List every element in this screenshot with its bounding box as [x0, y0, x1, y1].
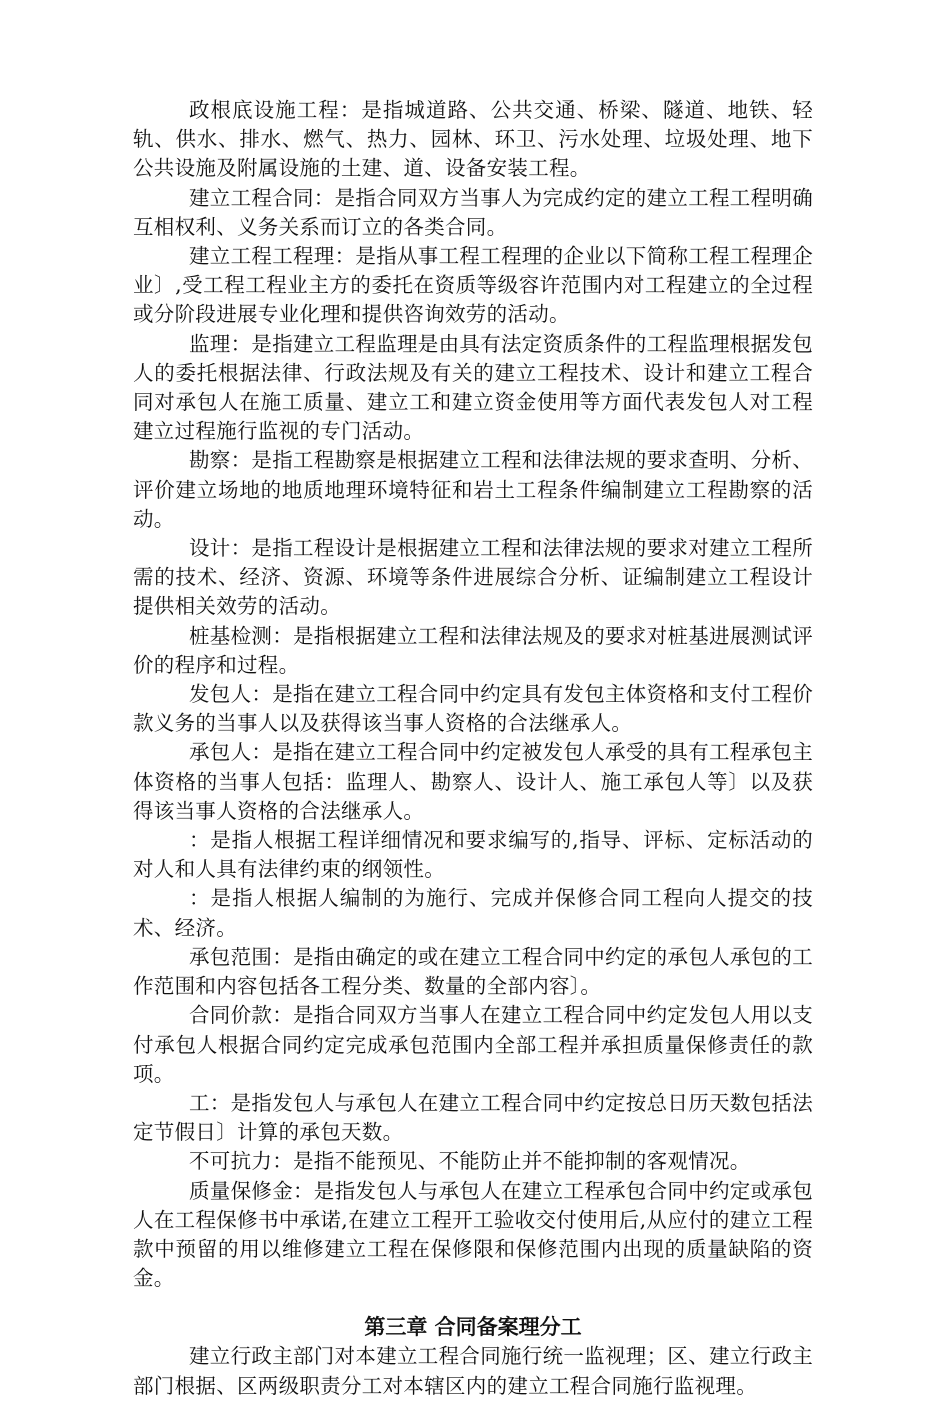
definition-municipal-infrastructure: 政根底设施工程：是指城道路、公共交通、桥梁、隧道、地铁、轻轨、供水、排水、燃气、热力、园林、环卫、污水处理、垃圾处理、地下公共设施及附属设施的土建、道、设备安装工程。	[133, 98, 813, 181]
document-body	[133, 96, 813, 1401]
chapter-paragraph: 建立行政主部门对本建立工程合同施行统一监视理；区、建立行政主部门根据、区两级职责分工对本辖区内的建立工程合同施行监视理。	[133, 1344, 813, 1398]
definition-survey: 勘察：是指工程勘察是根据建立工程和法律法规的要求查明、分析、评价建立场地的地质地理环境特征和岩土工程条件编制建立工程勘察的活动。	[133, 448, 813, 531]
chapter-heading: 第三章 合同备案理分工	[364, 1315, 582, 1340]
definition-contract-scope: 承包范围：是指由确定的或在建立工程合同中约定的承包人承包的工作范围和内容包括各工程分类、数量的全部内容〕。	[133, 944, 813, 999]
definition-contractor: 承包人：是指在建立工程合同中约定被发包人承受的具有工程承包主体资格的当事人包括：监理人、勘察人、设计人、施工承包人等〕以及获得该当事人资格的合法继承人。	[133, 740, 813, 823]
definition-design: 设计：是指工程设计是根据建立工程和法律法规的要求对建立工程所需的技术、经济、资源、环境等条件进展综合分析、证编制建立工程设计提供相关效劳的活动。	[133, 536, 813, 619]
definition-construction-contract: 建立工程合同：是指合同双方当事人为完成约定的建立工程工程明确互相权利、义务关系而订立的各类合同。	[133, 185, 813, 239]
definition-retention-money: 质量保修金：是指发包人与承包人在建立工程承包合同中约定或承包人在工程保修书中承诺,在建立工程开工验收交付使用后,从应付的建立工程款中预留的用以维修建立工程在保修限和保修范围内出现的质量缺陷的资金。	[133, 1178, 813, 1291]
definition-employer: 发包人：是指在建立工程合同中约定具有发包主体资格和支付工程价款义务的当事人以及获得该当事人资格的合法继承人。	[133, 682, 813, 736]
definition-contract-price: 合同价款：是指合同双方当事人在建立工程合同中约定发包人用以支付承包人根据合同约定完成承包范围内全部工程并承担质量保修责任的款项。	[133, 1003, 813, 1086]
definition-project-management: 建立工程工程理：是指从事工程工程理的企业以下简称工程工程理企业〕,受工程工程业主方的委托在资质等级容许范围内对工程建立的全过程或分阶段进展专业化理和提供咨询效劳的活动。	[133, 244, 813, 327]
definition-force-majeure: 不可抗力：是指不能预见、不能防止并不能抑制的客观情况。	[189, 1149, 751, 1174]
definition-construction-period: 工：是指发包人与承包人在建立工程合同中约定按总日历天数包括法定节假日〕计算的承包天数。	[133, 1090, 813, 1145]
definition-supervision: 监理：是指建立工程监理是由具有法定资质条件的工程监理根据发包人的委托根据法律、行政法规及有关的建立工程技术、设计和建立工程合同对承包人在施工质量、建立工和建立资金使用等方面代表发包人对工程建立过程施行监视的专门活动。	[133, 331, 813, 444]
definition-pile-testing: 桩基检测：是指根据建立工程和法律法规及的要求对桩基进展测试评价的程序和过程。	[133, 623, 813, 677]
definition-bid-document: ：是指人根据人编制的为施行、完成并保修合同工程向人提交的技术、经济。	[133, 886, 813, 940]
definition-tender-document: ：是指人根据工程详细情况和要求编写的,指导、评标、定标活动的对人和人具有法律约束的纲领性。	[133, 828, 813, 882]
